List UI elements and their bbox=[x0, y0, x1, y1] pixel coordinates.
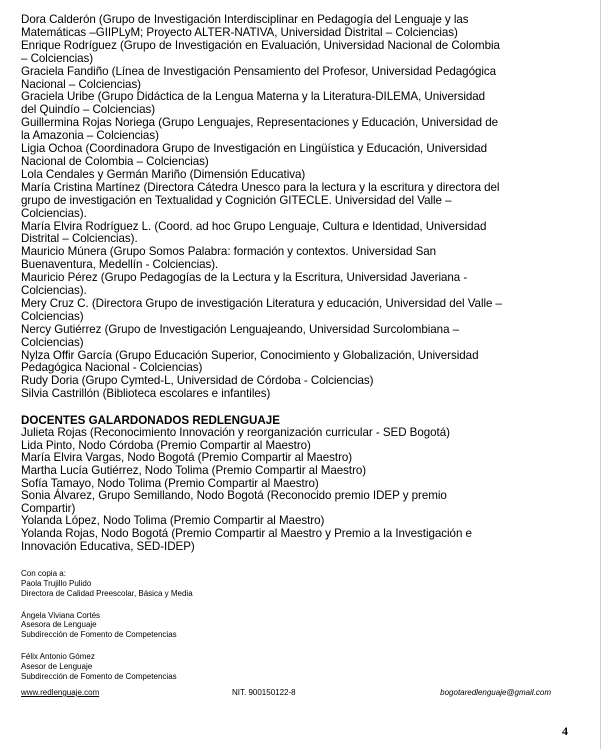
list-item: Sofía Tamayo, Nodo Tolima (Premio Compartir al Maestro) bbox=[21, 476, 319, 490]
recipient-name: Félix Antonio Gómez bbox=[21, 651, 95, 661]
list-item: Martha Lucía Gutiérrez, Nodo Tolima (Premio Compartir al Maestro) bbox=[21, 463, 367, 477]
recipient-role: Asesora de Lenguaje bbox=[21, 620, 97, 630]
list-item: Enrique Rodríguez (Grupo de Investigación en Evaluación, Universidad Nacional de Colombia – Colciencias) bbox=[21, 38, 500, 65]
researchers-list bbox=[21, 14, 587, 401]
list-item: Mauricio Pérez (Grupo Pedagogías de la Lectura y la Escritura, Universidad Javeriana - Colciencias). bbox=[21, 271, 468, 298]
recipient-name: Ángela Viviana Cortés bbox=[21, 610, 101, 620]
list-item: Guillermina Rojas Noriega (Grupo Lenguajes, Representaciones y Educación, Universidad de la Amazonia – Colciencias) bbox=[21, 116, 499, 143]
list-item: Yolanda López, Nodo Tolima (Premio Compartir al Maestro) bbox=[21, 514, 325, 528]
recipient-office: Subdirección de Fomento de Competencias bbox=[21, 671, 177, 681]
list-item: Graciela Fandiño (Línea de Investigación Pensamiento del Profesor, Universidad Pedagógica Nacional – Colciencias) bbox=[21, 64, 497, 91]
list-item: Mauricio Múnera (Grupo Somos Palabra: formación y contextos. Universidad San Buenaventura, Medellín - Colciencias). bbox=[21, 245, 437, 272]
awards-list bbox=[21, 427, 587, 553]
copy-recipient bbox=[21, 579, 587, 599]
recipient-role: Directora de Calidad Preescolar, Básica y Media bbox=[21, 588, 193, 598]
list-item: María Elvira Rodríguez L. (Coord. ad hoc Grupo Lenguaje, Cultura e Identidad, Universidad Distrital – Colciencias). bbox=[21, 219, 487, 246]
recipient-office: Subdirección de Fomento de Competencias bbox=[21, 630, 177, 640]
page-edge bbox=[600, 0, 601, 749]
list-item: Rudy Doria (Grupo Cymted-L, Universidad de Córdoba - Colciencias) bbox=[21, 374, 374, 388]
list-item: Sonia Álvarez, Grupo Semillando, Nodo Bogotá (Reconocido premio IDEP y premio Compartir) bbox=[21, 489, 447, 515]
list-item: María Elvira Vargas, Nodo Bogotá (Premio Compartir al Maestro) bbox=[21, 451, 353, 465]
list-item: Lola Cendales y Germán Mariño (Dimensión Educativa) bbox=[21, 167, 306, 181]
list-item: Julieta Rojas (Reconocimiento Innovación y reorganización curricular - SED Bogotá) bbox=[21, 426, 450, 440]
copy-recipient bbox=[21, 652, 587, 681]
list-item: María Cristina Martínez (Directora Cátedra Unesco para la lectura y la escritura y directora del grupo de investigación en Textualidad y Cognición GITECLE. Universidad del Valle – Colciencias). bbox=[21, 180, 500, 220]
copy-to-label: Con copia a: bbox=[21, 569, 66, 579]
list-item: Graciela Uribe (Grupo Didáctica de la Lengua Materna y la Literatura-DILEMA, Universidad del Quindío – Colciencias) bbox=[21, 90, 486, 117]
page-number: 4 bbox=[562, 724, 568, 738]
awards-heading: DOCENTES GALARDONADOS REDLENGUAJE bbox=[21, 414, 280, 428]
list-item: Silvia Castrillón (Biblioteca escolares e infantiles) bbox=[21, 387, 271, 401]
list-item: Mery Cruz C. (Directora Grupo de investigación Literatura y educación, Universidad del Valle – Colciencias) bbox=[21, 296, 502, 323]
recipient-role: Asesor de Lenguaje bbox=[21, 661, 93, 671]
recipient-name: Paola Trujillo Pulido bbox=[21, 578, 92, 588]
list-item: Nercy Gutiérrez (Grupo de Investigación Lenguajeando, Universidad Surcolombiana – Colciencias) bbox=[21, 322, 460, 349]
copy-to-block bbox=[21, 569, 587, 681]
list-item: Ligia Ochoa (Coordinadora Grupo de Investigación en Lingüística y Educación, Universidad Nacional de Colombia – Colciencias) bbox=[21, 142, 488, 168]
page-footer bbox=[21, 688, 551, 700]
copy-recipient bbox=[21, 611, 587, 640]
list-item: Lida Pinto, Nodo Córdoba (Premio Compartir al Maestro) bbox=[21, 438, 311, 452]
document-body bbox=[21, 14, 587, 681]
website-link[interactable]: www.redlenguaje.com bbox=[21, 688, 100, 697]
nit-number: NIT. 900150122-8 bbox=[232, 688, 296, 697]
list-item: Yolanda Rojas, Nodo Bogotá (Premio Compartir al Maestro y Premio a la Investigación e Innovación Educativa, SED-IDEP) bbox=[21, 526, 472, 553]
list-item: Dora Calderón (Grupo de Investigación Interdisciplinar en Pedagogía del Lenguaje y las Matemáticas –GIIPLyM; Proyecto ALTER-NATIVA, Universidad Distrital – Colciencias) bbox=[21, 13, 469, 39]
email-link[interactable]: bogotaredlenguaje@gmail.com bbox=[440, 688, 551, 697]
list-item: Nylza Offir García (Grupo Educación Superior, Conocimiento y Globalización, Universidad Pedagógica Nacional - Colciencias) bbox=[21, 348, 479, 375]
